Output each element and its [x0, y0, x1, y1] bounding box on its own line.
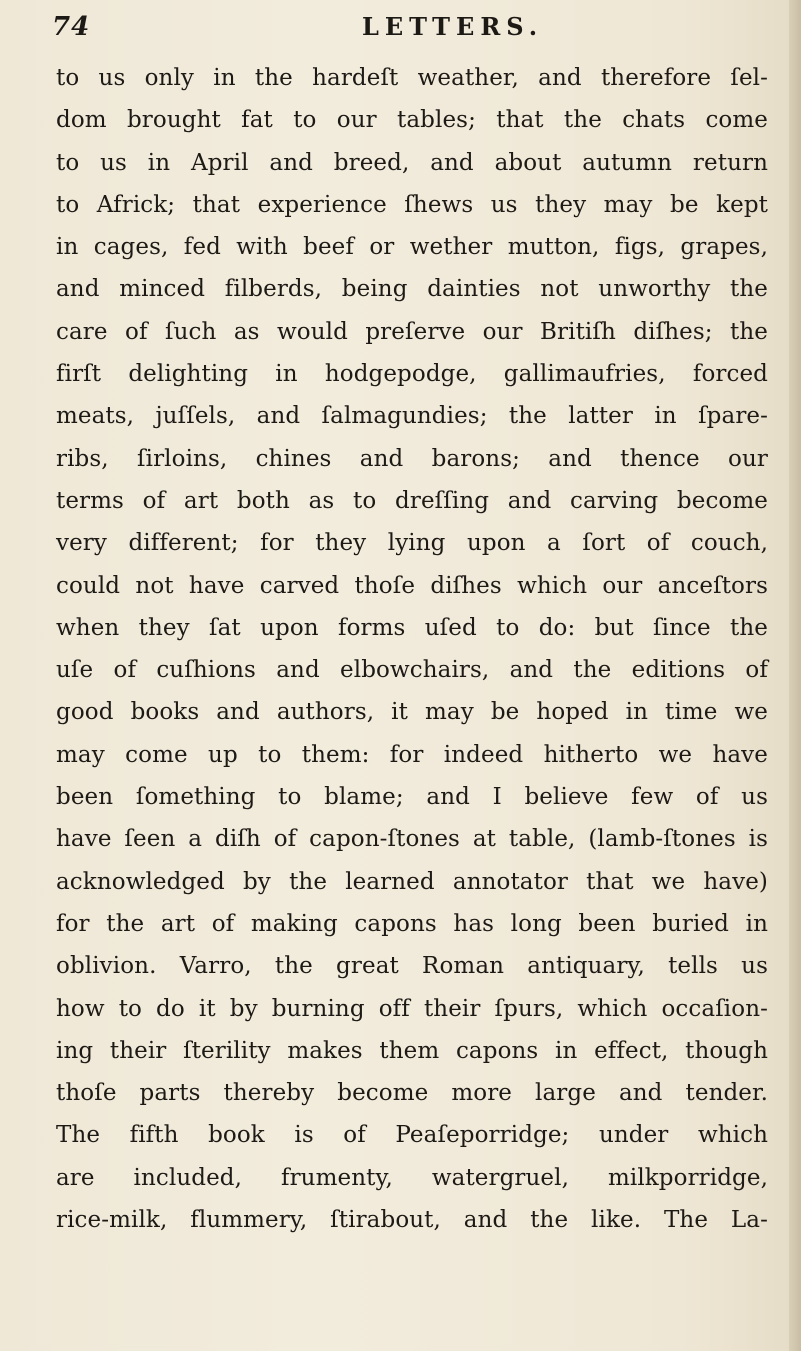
body-text — [56, 57, 768, 1241]
text-line: may come up to them: for indeed hitherto we have — [56, 741, 768, 768]
text-line: to us only in the hardeſt weather, and therefore ſel- — [56, 65, 768, 91]
text-line: and minced filberds, being dainties not unworthy the — [56, 276, 768, 303]
page-edge — [789, 0, 801, 1351]
text-line: could not have carved thoſe diſhes which our anceſtors — [56, 572, 768, 599]
text-line: terms of art both as to dreſſing and carving become — [56, 487, 768, 514]
text-line: acknowledged by the learned annotator that we have) — [56, 868, 768, 895]
text-line: ribs, ſirloins, chines and barons; and thence our — [56, 445, 768, 472]
text-line: in cages, fed with beef or wether mutton, figs, grapes, — [56, 234, 768, 261]
text-line: to us in April and breed, and about autumn return — [56, 149, 768, 176]
text-line: have ſeen a diſh of capon-ſtones at table, (lamb-ſtones is — [56, 826, 768, 853]
text-line: meats, juſſels, and ſalmagundies; the latter in ſpare- — [56, 403, 768, 430]
text-line: The fifth book is of Peaſeporridge; under which — [56, 1122, 768, 1149]
text-line: been ſomething to blame; and I believe few of us — [56, 784, 768, 811]
text-line: for the art of making capons has long been buried in — [56, 910, 768, 937]
text-line: rice-milk, flummery, ſtirabout, and the like. The La- — [56, 1207, 768, 1234]
running-head: LETTERS. — [362, 12, 544, 41]
text-line: to Africk; that experience ſhews us they may be kept — [56, 191, 768, 218]
page-number: 74 — [52, 12, 91, 42]
text-line: how to do it by burning off their ſpurs, which occaſion- — [56, 995, 768, 1022]
text-line: when they ſat upon forms uſed to do: but ſince the — [56, 614, 768, 641]
page-header — [52, 8, 752, 48]
text-line: dom brought fat to our tables; that the chats come — [56, 107, 768, 134]
text-line: good books and authors, it may be hoped in time we — [56, 699, 768, 726]
text-line: uſe of cuſhions and elbowchairs, and the editions of — [56, 657, 768, 684]
text-line: care of ſuch as would preſerve our Britiſh diſhes; the — [56, 318, 768, 345]
text-line: are included, frumenty, watergruel, milkporridge, — [56, 1164, 768, 1191]
text-line: ing their ſterility makes them capons in effect, though — [56, 1037, 768, 1064]
text-line: thoſe parts thereby become more large and tender. — [56, 1080, 768, 1107]
text-line: very different; for they lying upon a ſort of couch, — [56, 530, 768, 557]
text-line: firſt delighting in hodgepodge, gallimaufries, forced — [56, 361, 768, 388]
text-line: oblivion. Varro, the great Roman antiquary, tells us — [56, 953, 768, 980]
